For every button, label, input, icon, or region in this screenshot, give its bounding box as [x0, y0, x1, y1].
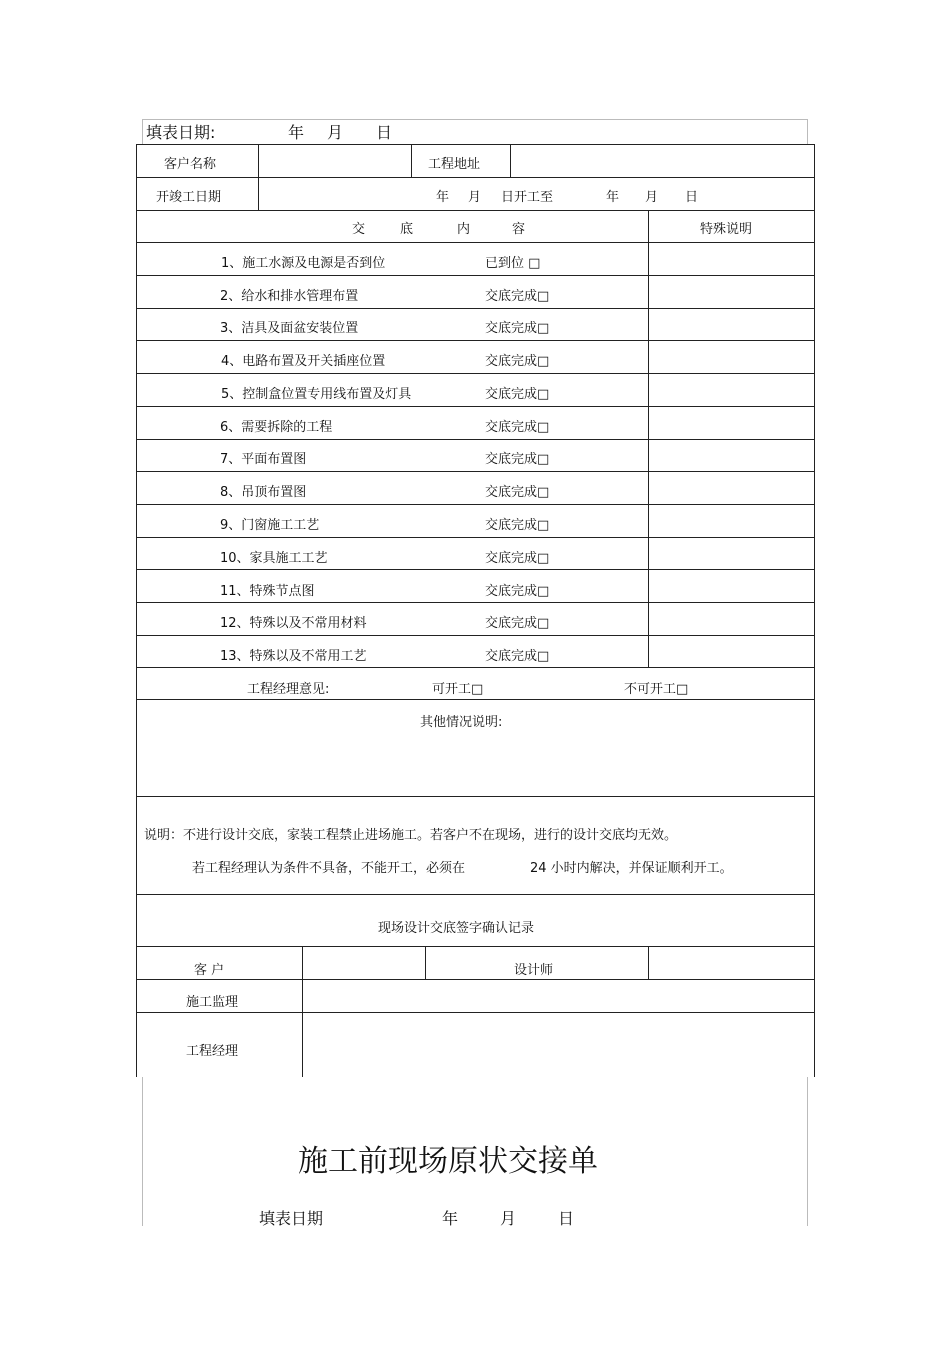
rule [136, 537, 815, 538]
next-page-title: 施工前现场原状交接单 [298, 1144, 598, 1179]
item-label: 7、平面布置图 [220, 452, 307, 467]
rule [136, 308, 815, 309]
manager-opinion-label: 工程经理意见: [247, 682, 330, 697]
rule [136, 699, 815, 700]
rule [136, 144, 815, 145]
rule [136, 177, 815, 178]
rule [136, 635, 815, 636]
date-month2: 月 [645, 190, 659, 205]
rule [136, 471, 815, 472]
item-label: 1、施工水源及电源是否到位 [221, 256, 386, 271]
rule [648, 946, 649, 979]
rule [136, 667, 815, 668]
date-year: 年 [436, 190, 450, 205]
item-label: 5、控制盒位置专用线布置及灯具 [221, 387, 412, 402]
rule [136, 275, 815, 276]
can-start-option: 可开工□ [432, 682, 484, 697]
content-header-char: 底 [400, 222, 414, 237]
header-top-border [142, 119, 808, 120]
rule [136, 340, 815, 341]
rule [411, 144, 412, 177]
next-page-left-border [142, 1077, 143, 1226]
rule [136, 946, 815, 947]
item-status: 交底完成□ [485, 584, 550, 599]
rule [136, 242, 815, 243]
rule [136, 979, 815, 980]
content-header-char: 容 [512, 222, 526, 237]
note-line-2a: 若工程经理认为条件不具备，不能开工，必须在 [192, 861, 466, 876]
sign-manager-label: 工程经理 [186, 1044, 239, 1059]
item-status: 交底完成□ [485, 518, 550, 533]
fill-date-year: 年 [288, 123, 305, 142]
sign-record-title: 现场设计交底签字确认记录 [378, 921, 535, 936]
note-line-1: 说明：不进行设计交底，家装工程禁止进场施工。若客户不在现场，进行的设计交底均无效。 [144, 828, 678, 843]
content-header-char: 内 [457, 222, 471, 237]
item-label: 8、吊顶布置图 [220, 485, 307, 500]
rule [425, 946, 426, 979]
sign-designer-label: 设计师 [514, 963, 554, 978]
item-label: 2、给水和排水管理布置 [220, 289, 359, 304]
item-status: 交底完成□ [485, 649, 550, 664]
item-label: 12、特殊以及不常用材料 [220, 616, 367, 631]
sign-customer-label: 客 户 [194, 963, 225, 978]
rule [136, 894, 815, 895]
rule [258, 144, 259, 210]
rule [136, 1012, 815, 1013]
rule [136, 439, 815, 440]
rule [510, 144, 511, 177]
date-day2: 日 [685, 190, 699, 205]
rule [136, 504, 815, 505]
header-left-border [142, 119, 143, 145]
date-year2: 年 [606, 190, 620, 205]
table-right-border [814, 144, 815, 1077]
next-page-month: 月 [500, 1209, 517, 1228]
next-page-day: 日 [558, 1209, 575, 1228]
project-address-label: 工程地址 [428, 157, 481, 172]
rule [136, 373, 815, 374]
item-status: 交底完成□ [485, 387, 550, 402]
note-line-2b: 24 小时内解决，并保证顺利开工。 [530, 861, 733, 876]
next-page-year: 年 [442, 1209, 459, 1228]
item-status: 交底完成□ [485, 354, 550, 369]
special-notes-header: 特殊说明 [700, 222, 753, 237]
item-status: 交底完成□ [485, 485, 550, 500]
item-label: 6、需要拆除的工程 [220, 420, 333, 435]
rule [136, 210, 815, 211]
item-status: 交底完成□ [485, 321, 550, 336]
date-month: 月 [468, 190, 482, 205]
fill-date-label: 填表日期: [146, 123, 216, 142]
customer-name-label: 客户名称 [164, 157, 217, 172]
date-day-start-to: 日开工至 [501, 190, 554, 205]
item-status: 交底完成□ [485, 551, 550, 566]
rule [136, 796, 815, 797]
rule [302, 946, 303, 1077]
item-label: 10、家具施工工艺 [220, 551, 328, 566]
item-status: 交底完成□ [485, 289, 550, 304]
rule [136, 569, 815, 570]
item-label: 13、特殊以及不常用工艺 [220, 649, 367, 664]
item-status: 交底完成□ [485, 452, 550, 467]
item-label: 9、门窗施工工艺 [220, 518, 320, 533]
rule [136, 602, 815, 603]
next-page-fill-date-label: 填表日期 [259, 1209, 324, 1228]
cannot-start-option: 不可开工□ [624, 682, 689, 697]
sign-supervisor-label: 施工监理 [186, 995, 239, 1010]
item-label: 11、特殊节点图 [220, 584, 315, 599]
start-end-date-label: 开竣工日期 [156, 190, 222, 205]
fill-date-day: 日 [376, 123, 393, 142]
item-status: 交底完成□ [485, 420, 550, 435]
other-notes-label: 其他情况说明: [420, 715, 503, 730]
rule [136, 406, 815, 407]
item-label: 3、洁具及面盆安装位置 [220, 321, 359, 336]
next-page-right-border [807, 1077, 808, 1226]
header-right-border [807, 119, 808, 145]
table-left-border [136, 144, 137, 1077]
item-label: 4、电路布置及开关插座位置 [221, 354, 386, 369]
item-status: 交底完成□ [485, 616, 550, 631]
item-status: 已到位 □ [485, 256, 541, 271]
fill-date-month: 月 [327, 123, 344, 142]
content-header-char: 交 [352, 222, 366, 237]
rule [648, 210, 649, 667]
